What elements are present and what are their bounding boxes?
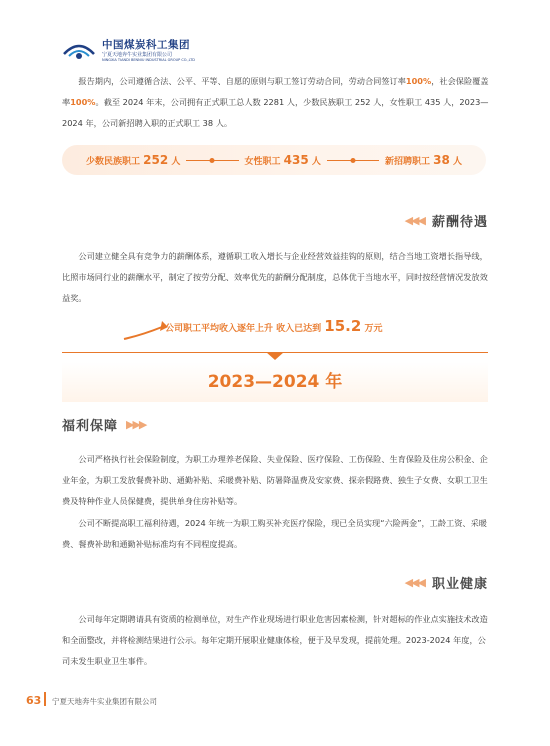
health-paragraph: 公司每年定期聘请具有资质的检测单位，对生产作业现场进行职业危害因素检测，针对超标的作业点实施技术改造和全面整改，并将检测结果进行公示。每年定期开展职业健康体检，便于及早发现，提前处理。2023-2024 年度，公司未发生职业卫生事件。 bbox=[62, 614, 488, 666]
intro-paragraph bbox=[62, 71, 490, 134]
staff-stats-bar bbox=[62, 145, 486, 175]
stat-value: 252 bbox=[143, 153, 169, 167]
footer-company: 宁夏天地奔牛实业集团有限公司 bbox=[52, 697, 157, 706]
section-title: 薪酬待遇 bbox=[431, 215, 488, 230]
banner-label: 公司职工平均收入逐年上升 收入已达到 bbox=[165, 324, 322, 334]
income-banner bbox=[165, 317, 382, 335]
chevron-left-icon: ◀◀◀ bbox=[404, 576, 424, 589]
intro-text-c: 。截至 2024 年末，公司拥有正式职工总人数 2281 人，少数民族职工 252 人，女性职工 435 人，2023—2024 年，公司新招聘入职的正式职工 38 人。 bbox=[62, 97, 489, 128]
stat-unit: 人 bbox=[171, 157, 181, 167]
health-heading bbox=[405, 573, 488, 592]
intro-text-a: 报告期内，公司遵循合法、公平、平等、自愿的原则与职工签订劳动合同，劳动合同签订率 bbox=[78, 76, 406, 86]
logo-icon bbox=[62, 40, 96, 62]
stat-unit: 人 bbox=[311, 157, 321, 167]
welfare-paragraph-1: 公司严格执行社会保险制度，为职工办理养老保险、失业保险、医疗保险、工伤保险、生育保险及住房公积金、企业年金，为职工发放餐费补助、通勤补贴、采暖费补贴、防暑降温费及安家费、探亲假路费、独生子女费、女职工卫生费及特种作业人员保健费，提供单身住房补贴等。 bbox=[62, 454, 488, 506]
banner-value: 15.2 bbox=[324, 317, 362, 335]
year-label: 2023—2024 年 bbox=[62, 362, 488, 402]
stat-label: 女性职工 bbox=[244, 157, 281, 167]
chevron-right-icon: ▶▶▶ bbox=[126, 418, 146, 431]
salary-heading bbox=[405, 211, 488, 230]
welfare-paragraph-2: 公司不断提高职工福利待遇，2024 年统一为职工购买补充医疗保险，现已全员实现“六险两金”，工龄工资、采暖费、餐费补助和通勤补贴标准均有不同程度提高。 bbox=[62, 518, 487, 549]
stat-label: 少数民族职工 bbox=[86, 157, 141, 167]
salary-paragraph: 公司建立健全具有竞争力的薪酬体系，遵循职工收入增长与企业经营效益挂钩的原则，结合当地工资增长指导线，比照市场同行业的薪酬水平，制定了按劳分配、效率优先的薪酬分配制度，总体优于当地水平，同时按经营情况发放效益奖。 bbox=[62, 251, 488, 303]
intro-text-b: ，社会保险覆盖率 bbox=[62, 76, 489, 107]
insurance-rate: 100% bbox=[70, 97, 96, 107]
stat-unit: 人 bbox=[453, 157, 463, 167]
logo-subtitle: 宁夏天地奔牛实业集团有限公司 bbox=[102, 51, 173, 58]
stat-minority bbox=[86, 153, 180, 167]
divider-pointer bbox=[266, 352, 284, 360]
stat-new-hire bbox=[385, 153, 462, 167]
stat-connector bbox=[186, 160, 238, 161]
stat-female bbox=[245, 153, 321, 167]
logo-name: 中国煤炭科工集团 bbox=[102, 39, 190, 51]
page-number: 63 bbox=[26, 694, 42, 707]
banner-unit: 万元 bbox=[364, 324, 383, 334]
contract-rate: 100% bbox=[405, 76, 432, 86]
section-title: 职业健康 bbox=[431, 577, 488, 592]
welfare-heading bbox=[62, 415, 145, 434]
stat-label: 新招聘职工 bbox=[385, 157, 431, 167]
stat-value: 435 bbox=[283, 153, 309, 167]
logo-english: NINGXIA TIANDI BENNIU INDUSTRIAL GROUP CO.,LTD bbox=[102, 57, 195, 62]
company-logo bbox=[62, 40, 195, 62]
section-title: 福利保障 bbox=[62, 419, 119, 434]
chevron-left-icon: ◀◀◀ bbox=[404, 214, 424, 227]
stat-value: 38 bbox=[433, 153, 450, 167]
footer-divider bbox=[44, 692, 46, 706]
stat-connector bbox=[327, 160, 379, 161]
